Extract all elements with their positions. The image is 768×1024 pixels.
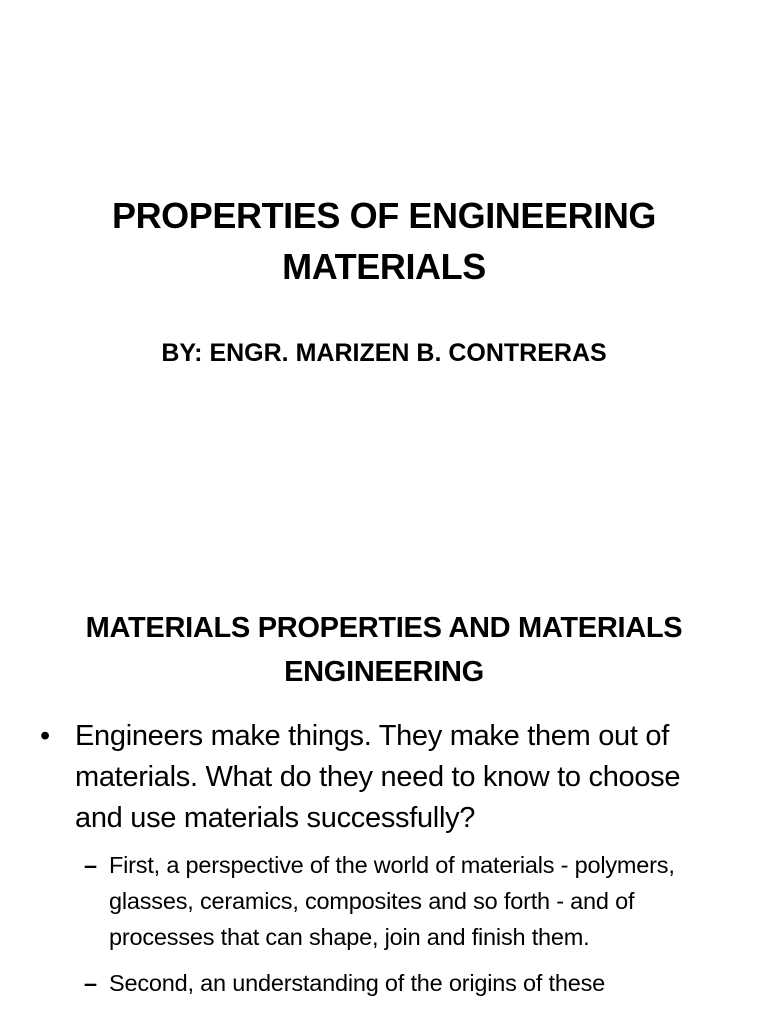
- content-slide: [0, 576, 768, 1024]
- bullet-icon: •: [40, 720, 50, 752]
- presentation-title: PROPERTIES OF ENGINEERING MATERIALS: [111, 195, 657, 287]
- bullet-text: Engineers make things. They make them out of materials. What do they need to know to choose and use materials successfully?: [75, 720, 681, 834]
- sub-bullet-list: [38, 847, 728, 1001]
- dash-icon: –: [84, 852, 97, 878]
- bullet-list: [38, 716, 728, 1011]
- sub-bullet-item: [38, 965, 728, 1001]
- presentation-author: BY: ENGR. MARIZEN B. CONTRERAS: [161, 339, 607, 367]
- sub-bullet-text: Second, an understanding of the origins of these: [109, 970, 606, 996]
- slide-title: MATERIALS PROPERTIES AND MATERIALS ENGINEERING: [85, 612, 683, 688]
- sub-bullet-text: First, a perspective of the world of materials - polymers, glasses, ceramics, composites and so forth - and of processes that can shape, join and finish them.: [109, 852, 675, 950]
- bullet-item: [38, 716, 728, 839]
- sub-bullet-item: [38, 847, 728, 955]
- dash-icon: –: [84, 970, 97, 996]
